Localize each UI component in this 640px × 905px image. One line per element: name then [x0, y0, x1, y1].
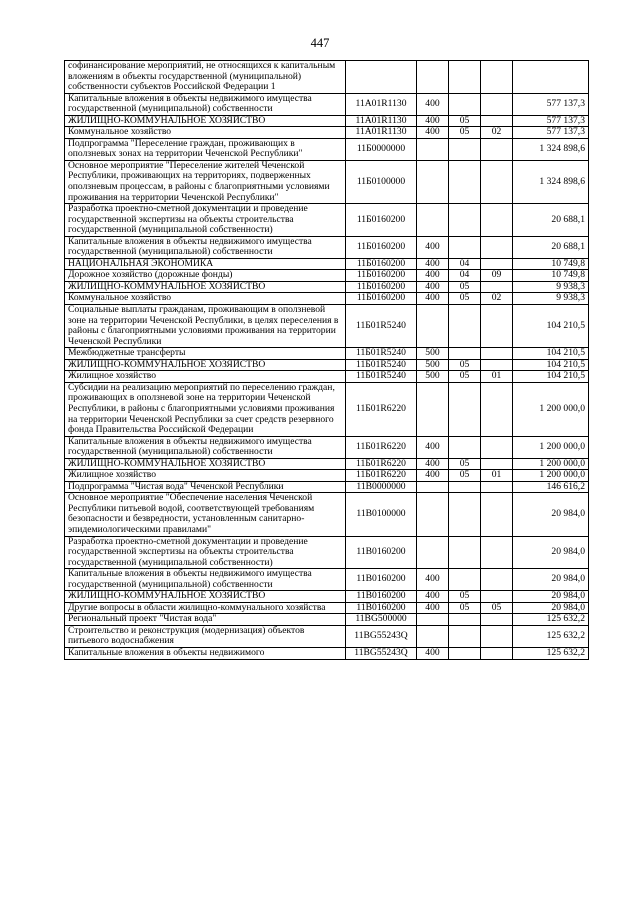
amount-cell: 1 324 898,6 [513, 160, 589, 203]
subsection-code-cell [481, 348, 513, 360]
table-row [65, 258, 589, 270]
section-code-cell: 05 [449, 359, 481, 371]
target-article-cell: 11В0160200 [346, 602, 417, 614]
subsection-code-cell [481, 569, 513, 591]
table-row [65, 647, 589, 659]
section-code-cell [449, 160, 481, 203]
expense-type-cell: 500 [417, 359, 449, 371]
section-code-cell: 05 [449, 458, 481, 470]
table-row [65, 614, 589, 626]
table-row [65, 602, 589, 614]
target-article-cell: 11ВG55243Q [346, 647, 417, 659]
expense-type-cell: 400 [417, 602, 449, 614]
subsection-code-cell: 01 [481, 470, 513, 482]
amount-cell: 146 616,2 [513, 481, 589, 493]
section-code-cell [449, 481, 481, 493]
expense-type-cell: 500 [417, 371, 449, 383]
subsection-code-cell [481, 258, 513, 270]
target-article-cell [346, 61, 417, 94]
section-code-cell [449, 625, 481, 647]
section-code-cell [449, 61, 481, 94]
target-article-cell: 11А01R1130 [346, 115, 417, 127]
row-name-cell: Субсидии на реализацию мероприятий по переселению граждан, проживающих в оползневой зоне на территории Чеченской Республики, в районы с благоприятными условиями проживания на территории Чеченской Республики за счет средств резервного фонда Правительства Российской Федерации [65, 382, 346, 436]
subsection-code-cell [481, 458, 513, 470]
expense-type-cell [417, 614, 449, 626]
section-code-cell [449, 536, 481, 569]
amount-cell: 125 632,2 [513, 647, 589, 659]
expense-type-cell [417, 160, 449, 203]
table-row [65, 270, 589, 282]
amount-cell: 1 324 898,6 [513, 138, 589, 160]
subsection-code-cell [481, 61, 513, 94]
expense-type-cell [417, 536, 449, 569]
expense-type-cell [417, 493, 449, 536]
section-code-cell: 05 [449, 470, 481, 482]
table-row [65, 204, 589, 237]
row-name-cell: Подпрограмма "Чистая вода" Чеченской Республики [65, 481, 346, 493]
target-article-cell: 11Б0160200 [346, 270, 417, 282]
row-name-cell: Разработка проектно-сметной документации и проведение государственной экспертизы на объекты строительства государственной (муниципальной собственности) [65, 204, 346, 237]
table-row [65, 382, 589, 436]
section-code-cell [449, 204, 481, 237]
section-code-cell: 05 [449, 281, 481, 293]
target-article-cell: 11В0000000 [346, 481, 417, 493]
expense-type-cell: 400 [417, 647, 449, 659]
target-article-cell: 11Б01R6220 [346, 470, 417, 482]
table-row [65, 371, 589, 383]
row-name-cell: Капитальные вложения в объекты недвижимого имущества государственной (муниципальной) собственности [65, 569, 346, 591]
subsection-code-cell [481, 625, 513, 647]
section-code-cell [449, 138, 481, 160]
amount-cell: 104 210,5 [513, 305, 589, 348]
subsection-code-cell [481, 115, 513, 127]
target-article-cell: 11Б01R6220 [346, 436, 417, 458]
subsection-code-cell [481, 614, 513, 626]
section-code-cell [449, 436, 481, 458]
target-article-cell: 11Б01R6220 [346, 458, 417, 470]
subsection-code-cell [481, 436, 513, 458]
row-name-cell: софинансирование мероприятий, не относящихся к капитальным вложениям в объекты государственной (муниципальной) собственности субъектов Российской Федерации 1 [65, 61, 346, 94]
amount-cell: 577 137,3 [513, 93, 589, 115]
row-name-cell: ЖИЛИЩНО-КОММУНАЛЬНОЕ ХОЗЯЙСТВО [65, 115, 346, 127]
section-code-cell: 05 [449, 371, 481, 383]
subsection-code-cell [481, 493, 513, 536]
expense-type-cell: 400 [417, 293, 449, 305]
row-name-cell: НАЦИОНАЛЬНАЯ ЭКОНОМИКА [65, 258, 346, 270]
expense-type-cell: 400 [417, 591, 449, 603]
expense-type-cell: 400 [417, 258, 449, 270]
row-name-cell: Коммунальное хозяйство [65, 293, 346, 305]
target-article-cell: 11Б01R5240 [346, 371, 417, 383]
table-row [65, 138, 589, 160]
expense-type-cell: 400 [417, 93, 449, 115]
target-article-cell: 11Б0100000 [346, 160, 417, 203]
target-article-cell: 11Б01R5240 [346, 359, 417, 371]
amount-cell: 104 210,5 [513, 371, 589, 383]
section-code-cell [449, 614, 481, 626]
amount-cell: 9 938,3 [513, 281, 589, 293]
subsection-code-cell [481, 382, 513, 436]
row-name-cell: Основное мероприятие "Обеспечение населения Чеченской Республики питьевой водой, соответствующей требованиям безопасности и безвредности, установленным санитарно-эпидемиологическими правилами" [65, 493, 346, 536]
amount-cell: 577 137,3 [513, 115, 589, 127]
expense-type-cell: 400 [417, 470, 449, 482]
row-name-cell: Другие вопросы в области жилищно-коммунального хозяйства [65, 602, 346, 614]
table-row [65, 236, 589, 258]
table-row [65, 293, 589, 305]
section-code-cell [449, 236, 481, 258]
amount-cell: 10 749,8 [513, 270, 589, 282]
subsection-code-cell [481, 305, 513, 348]
expense-type-cell: 400 [417, 281, 449, 293]
subsection-code-cell [481, 93, 513, 115]
target-article-cell: 11Б0160200 [346, 204, 417, 237]
target-article-cell: 11В0160200 [346, 536, 417, 569]
section-code-cell [449, 93, 481, 115]
expense-type-cell [417, 305, 449, 348]
amount-cell: 577 137,3 [513, 127, 589, 139]
row-name-cell: ЖИЛИЩНО-КОММУНАЛЬНОЕ ХОЗЯЙСТВО [65, 458, 346, 470]
row-name-cell: ЖИЛИЩНО-КОММУНАЛЬНОЕ ХОЗЯЙСТВО [65, 281, 346, 293]
row-name-cell: Капитальные вложения в объекты недвижимого [65, 647, 346, 659]
row-name-cell: Жилищное хозяйство [65, 470, 346, 482]
row-name-cell: Социальные выплаты гражданам, проживающим в оползневой зоне на территории Чеченской Республики, в целях переселения в районы с благоприятными условиями проживания на территории Чеченской Республики [65, 305, 346, 348]
table-row [65, 493, 589, 536]
expense-type-cell: 400 [417, 569, 449, 591]
expense-type-cell [417, 138, 449, 160]
subsection-code-cell: 02 [481, 127, 513, 139]
expense-type-cell: 400 [417, 458, 449, 470]
amount-cell: 20 984,0 [513, 602, 589, 614]
expense-type-cell: 400 [417, 436, 449, 458]
target-article-cell: 11А01R1130 [346, 127, 417, 139]
table-row [65, 281, 589, 293]
target-article-cell: 11Б0160200 [346, 236, 417, 258]
section-code-cell [449, 348, 481, 360]
amount-cell: 1 200 000,0 [513, 436, 589, 458]
row-name-cell: ЖИЛИЩНО-КОММУНАЛЬНОЕ ХОЗЯЙСТВО [65, 359, 346, 371]
expense-type-cell: 400 [417, 270, 449, 282]
target-article-cell: 11В0160200 [346, 591, 417, 603]
target-article-cell: 11Б0160200 [346, 281, 417, 293]
subsection-code-cell: 05 [481, 602, 513, 614]
expense-type-cell: 400 [417, 115, 449, 127]
target-article-cell: 11Б0160200 [346, 293, 417, 305]
subsection-code-cell: 01 [481, 371, 513, 383]
target-article-cell: 11Б0000000 [346, 138, 417, 160]
row-name-cell: Дорожное хозяйство (дорожные фонды) [65, 270, 346, 282]
subsection-code-cell [481, 160, 513, 203]
row-name-cell: Региональный проект "Чистая вода" [65, 614, 346, 626]
expense-type-cell: 500 [417, 348, 449, 360]
table-row [65, 470, 589, 482]
subsection-code-cell [481, 536, 513, 569]
row-name-cell: Капитальные вложения в объекты недвижимого имущества государственной (муниципальной) собственности [65, 93, 346, 115]
amount-cell: 20 984,0 [513, 493, 589, 536]
amount-cell: 9 938,3 [513, 293, 589, 305]
section-code-cell: 05 [449, 602, 481, 614]
row-name-cell: Строительство и реконструкция (модернизация) объектов питьевого водоснабжения [65, 625, 346, 647]
amount-cell: 1 200 000,0 [513, 382, 589, 436]
expense-type-cell: 400 [417, 127, 449, 139]
amount-cell: 1 200 000,0 [513, 470, 589, 482]
row-name-cell: Жилищное хозяйство [65, 371, 346, 383]
target-article-cell: 11А01R1130 [346, 93, 417, 115]
table-row [65, 536, 589, 569]
subsection-code-cell [481, 591, 513, 603]
amount-cell: 125 632,2 [513, 614, 589, 626]
row-name-cell: Подпрограмма "Переселение граждан, проживающих в оползневых зонах на территории Чеченской Республики" [65, 138, 346, 160]
row-name-cell: Основное мероприятие "Переселение жителей Чеченской Республики, проживающих на территориях, подверженных оползневым процессам, в районы с благоприятными условиями проживания на территории Чеченской Республики" [65, 160, 346, 203]
target-article-cell: 11В0100000 [346, 493, 417, 536]
amount-cell: 1 200 000,0 [513, 458, 589, 470]
subsection-code-cell [481, 481, 513, 493]
amount-cell: 20 688,1 [513, 204, 589, 237]
subsection-code-cell [481, 647, 513, 659]
expense-type-cell [417, 204, 449, 237]
table-row [65, 93, 589, 115]
amount-cell: 20 984,0 [513, 536, 589, 569]
expense-type-cell [417, 382, 449, 436]
subsection-code-cell [481, 359, 513, 371]
subsection-code-cell [481, 204, 513, 237]
subsection-code-cell: 09 [481, 270, 513, 282]
expense-type-cell [417, 481, 449, 493]
section-code-cell: 05 [449, 127, 481, 139]
amount-cell: 20 688,1 [513, 236, 589, 258]
section-code-cell [449, 569, 481, 591]
table-row [65, 591, 589, 603]
page-number: 447 [310, 36, 330, 50]
table-row [65, 625, 589, 647]
amount-cell: 20 984,0 [513, 569, 589, 591]
table-row [65, 436, 589, 458]
table-row [65, 359, 589, 371]
row-name-cell: Капитальные вложения в объекты недвижимого имущества государственной (муниципальной) собственности [65, 436, 346, 458]
table-row [65, 348, 589, 360]
expense-type-cell [417, 625, 449, 647]
table-row [65, 127, 589, 139]
amount-cell: 10 749,8 [513, 258, 589, 270]
table-row [65, 305, 589, 348]
amount-cell: 104 210,5 [513, 348, 589, 360]
row-name-cell: Капитальные вложения в объекты недвижимого имущества государственной (муниципальной) собственности [65, 236, 346, 258]
section-code-cell: 05 [449, 115, 481, 127]
section-code-cell [449, 382, 481, 436]
table-row [65, 115, 589, 127]
table-row [65, 458, 589, 470]
table-row [65, 160, 589, 203]
amount-cell: 125 632,2 [513, 625, 589, 647]
budget-table [64, 60, 589, 660]
row-name-cell: Коммунальное хозяйство [65, 127, 346, 139]
subsection-code-cell [481, 281, 513, 293]
table-row [65, 61, 589, 94]
amount-cell [513, 61, 589, 94]
table-row [65, 569, 589, 591]
subsection-code-cell [481, 138, 513, 160]
row-name-cell: Межбюджетные трансферты [65, 348, 346, 360]
section-code-cell: 05 [449, 591, 481, 603]
section-code-cell: 05 [449, 293, 481, 305]
target-article-cell: 11Б01R5240 [346, 305, 417, 348]
section-code-cell: 04 [449, 258, 481, 270]
subsection-code-cell: 02 [481, 293, 513, 305]
target-article-cell: 11Б0160200 [346, 258, 417, 270]
table-row [65, 481, 589, 493]
expense-type-cell: 400 [417, 236, 449, 258]
section-code-cell [449, 493, 481, 536]
target-article-cell: 11Б01R5240 [346, 348, 417, 360]
target-article-cell: 11ВG500000 [346, 614, 417, 626]
section-code-cell [449, 647, 481, 659]
target-article-cell: 11ВG55243Q [346, 625, 417, 647]
row-name-cell: Разработка проектно-сметной документации и проведение государственной экспертизы на объекты строительства государственной (муниципальной собственности) [65, 536, 346, 569]
target-article-cell: 11Б01R6220 [346, 382, 417, 436]
amount-cell: 104 210,5 [513, 359, 589, 371]
subsection-code-cell [481, 236, 513, 258]
row-name-cell: ЖИЛИЩНО-КОММУНАЛЬНОЕ ХОЗЯЙСТВО [65, 591, 346, 603]
section-code-cell [449, 305, 481, 348]
section-code-cell: 04 [449, 270, 481, 282]
amount-cell: 20 984,0 [513, 591, 589, 603]
expense-type-cell [417, 61, 449, 94]
target-article-cell: 11В0160200 [346, 569, 417, 591]
